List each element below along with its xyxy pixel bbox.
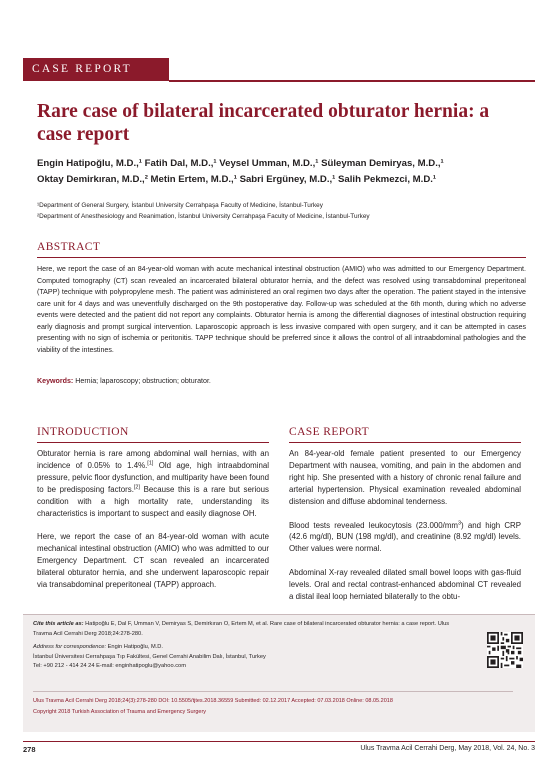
article-type-tag: CASE REPORT — [23, 58, 169, 81]
introduction-column — [37, 448, 269, 603]
correspondence-line — [33, 643, 463, 653]
affiliation-2: ²Department of Anesthesiology and Reanimation, İstanbul University Cerrahpaşa Faculty of Medicine, İstanbul-Turkey — [37, 213, 370, 220]
journal-reference: Ulus Travma Acil Cerrahi Derg, May 2018, Vol. 24, No. 3 — [360, 745, 535, 752]
qr-code-icon — [487, 632, 523, 668]
case-report-heading: CASE REPORT — [289, 426, 370, 438]
publication-meta: Ulus Travma Acil Cerrahi Derg 2018;24(3):278-280 DOI: 10.5505/tjtes.2018.36559 Submitted: 02.12.2017 Accepted: 07.03.2018 Online: 08.05.2018 — [33, 698, 393, 704]
correspondence-address: İstanbul Üniversitesi Cerrahpaşa Tıp Fakültesi, Genel Cerrahi Anabilim Dalı, İstanbul, Turkey — [33, 653, 266, 660]
footer-rule — [23, 741, 535, 742]
copyright: Copyright 2018 Turkish Association of Trauma and Emergency Surgery — [33, 708, 207, 715]
cite-text: Hatipoğlu E, Dal F, Umman V, Demiryas S, Demirkıran O, Ertem M, et al. Rare case of bilateral incarcerated obturator hernia: a case report. Ulus Travma Acil Cerrahi Derg 2018;24:278-280. — [33, 621, 450, 637]
case-report-column — [289, 448, 521, 615]
case-paragraph-3: Abdominal X-ray revealed dilated small bowel loops with gas-fluid levels. Oral and rectal contrast-enhanced abdominal CT revealed a distal ileal loop herniated bilaterally to the obtu- — [289, 568, 521, 602]
author-line-1: Engin Hatipoğlu, M.D.,¹ Fatih Dal, M.D.,¹ Veysel Umman, M.D.,¹ Süleyman Demiryas, M.D.,¹ — [37, 158, 444, 169]
correspondence-label: Address for correspondence: — [33, 644, 107, 651]
footer-divider — [33, 691, 513, 692]
keywords — [37, 376, 526, 387]
keywords-label: Keywords: — [37, 377, 74, 385]
footer-meta — [33, 696, 523, 717]
case-report-rule — [289, 442, 521, 443]
correspondence-name: Engin Hatipoğlu, M.D. — [107, 644, 163, 651]
keywords-text: Hernia; laparoscopy; obstruction; obturator. — [75, 377, 211, 385]
introduction-heading: INTRODUCTION — [37, 426, 129, 438]
cite-label: Cite this article as: — [33, 621, 84, 627]
page-number: 278 — [23, 745, 36, 754]
author-line-2: Oktay Demirkıran, M.D.,² Metin Ertem, M.D.,¹ Sabri Ergüney, M.D.,¹ Salih Pekmezci, M.D.¹ — [37, 174, 437, 185]
author-list — [37, 156, 532, 188]
header-rule — [169, 80, 535, 82]
case-paragraph-1: An 84-year-old female patient presented to our Emergency Department with nausea, vomiting, and pain in the abdomen and right hip. She presented with a history of chronic renal failure and arterial hypertension. Physical examination revealed abdominal distension and diffuse abdominal tenderness. — [289, 449, 521, 506]
affiliation-1: ¹Department of General Surgery, İstanbul University Cerrahpaşa Faculty of Medicine, İstanbul-Turkey — [37, 202, 323, 209]
footer-box — [23, 614, 535, 732]
case-paragraph-2: Blood tests revealed leukocytosis $(23.000/mm^3)$ and high CRP (42.6 mg/dl), BUN (198 mg/dl), and creatinine (8.92 mg/dl) levels. Other values were normal. — [289, 519, 522, 554]
intro-paragraph-1: Obturator hernia is rare among abdominal wall hernias, with an incidence of 0.05% to 1.4%.[1] Old age, high intraabdominal pressure, pelvic floor dysfunction, and multiparity have been found to be predisposing factors.[2] Because this is a rare but serious condition with a high mortality rate, understanding its characteristics is important to suspect and easily diagnose OH. — [37, 449, 269, 518]
introduction-rule — [37, 442, 269, 443]
citation-ref: [2] — [133, 484, 141, 491]
abstract-text: Here, we report the case of an 84-year-old woman with acute mechanical intestinal obstruction (AMIO) who was admitted to our Emergency Department. Computed tomography (CT) scan revealed an incarcerated bilateral obturator hernia, and the defect was resolved using transabdominal preperitoneal (TAPP) technique with polypropylene mesh. The patient was administered an oral regimen two days after the operation. The patient stayed in the intensive care unit for 4 days and was uneventfully discharged on the 9th postoperative day. Follow-up was scheduled at the 6th month, during which no adverse events were detected and the patient did not report any complaints. Obturator hernia is among the differential diagnoses of intestinal obstruction requiring early diagnosis and prompt surgical intervention. Laparoscopic approach is less invasive compared with open surgery, and it can be attempted in cases presenting with no sign of ischemia or peritonitis. TAPP technique should be preferred since it allows the control of all intraabdominal pathologies and the viability of the intestines. — [37, 265, 526, 354]
abstract-rule — [37, 257, 526, 258]
cite-line — [33, 620, 463, 639]
abstract-heading: ABSTRACT — [37, 241, 101, 253]
citation-ref: [1] — [147, 460, 154, 467]
footer-citation — [33, 620, 463, 672]
intro-paragraph-2: Here, we report the case of an 84-year-old woman with acute mechanical intestinal obstruction (AMIO) who was admitted to our Emergency Department. CT scan revealed an incarcerated bilateral obturator hernia, and she underwent laparoscopic repair via transabdominal preperitoneal (TAPP) approach. — [37, 532, 269, 590]
correspondence-contact: Tel: +90 212 - 414 24 24 E-mail: enginhatipoglu@yahoo.com — [33, 663, 186, 670]
article-title: Rare case of bilateral incarcerated obturator hernia: a case report — [37, 101, 490, 145]
